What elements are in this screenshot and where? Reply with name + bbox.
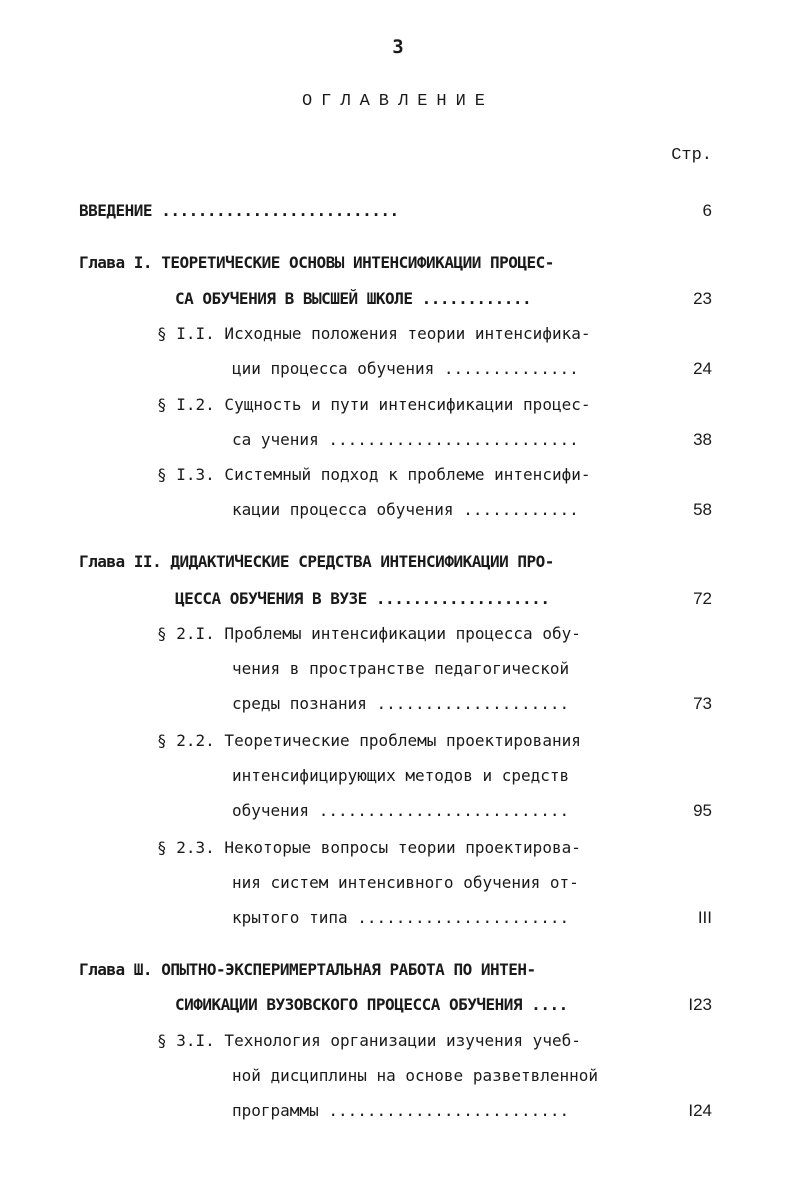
toc-page-number: 58 (693, 500, 712, 519)
toc-entry-text: § I.2. Сущность и пути интенсификации процес- (157, 395, 591, 414)
toc-chapter-2-line-1 (79, 549, 554, 575)
toc-entry-text: Глава Ш. ОПЫТНО-ЭКСПЕРИМЕРТАЛЬНАЯ РАБОТА ПО ИНТЕН- (79, 960, 536, 979)
toc-entry-intro (79, 198, 399, 224)
toc-section-2-2-line-2 (232, 763, 569, 789)
toc-page-number: III (697, 908, 712, 927)
page-column-label: Стр. (671, 146, 712, 165)
toc-section-2-2-line-1 (157, 728, 581, 754)
toc-section-2-3-line-2 (232, 870, 579, 896)
toc-entry-text: са учения .......................... (232, 430, 579, 449)
toc-entry-text: СА ОБУЧЕНИЯ В ВЫСШЕЙ ШКОЛЕ ............ (175, 289, 532, 308)
toc-entry-text: ния систем интенсивного обучения от- (232, 873, 579, 892)
toc-section-3-1-line-3 (232, 1098, 569, 1124)
toc-entry-text: ВВЕДЕНИЕ .......................... (79, 201, 399, 220)
toc-section-2-1-line-3 (232, 691, 569, 717)
toc-section-2-2-line-3 (232, 798, 569, 824)
toc-entry-text: ЦЕССА ОБУЧЕНИЯ В ВУЗЕ ................... (175, 589, 550, 608)
toc-section-1-2-line-1 (157, 392, 590, 418)
toc-entry-text: ции процесса обучения .............. (232, 359, 579, 378)
toc-entry-text: программы ......................... (232, 1101, 570, 1120)
toc-section-3-1-line-1 (157, 1028, 581, 1054)
toc-section-1-2-line-2 (232, 427, 579, 453)
page-title: ОГЛАВЛЕНИЕ (301, 92, 495, 111)
toc-section-1-1-line-1 (157, 321, 590, 347)
toc-page-number: 95 (693, 801, 712, 820)
toc-entry-text: § 2.I. Проблемы интенсификации процесса обу- (157, 624, 581, 643)
toc-chapter-1-line-2 (175, 286, 531, 312)
toc-page-number: 73 (693, 694, 712, 713)
toc-entry-text: § I.I. Исходные положения теории интенсифика- (157, 324, 591, 343)
toc-section-1-1-line-2 (232, 356, 579, 382)
toc-page-number: 38 (693, 430, 712, 449)
toc-section-3-1-line-2 (232, 1063, 598, 1089)
toc-entry-text: § 2.3. Некоторые вопросы теории проектирова- (157, 838, 581, 857)
toc-entry-text: среды познания .................... (232, 694, 570, 713)
toc-section-1-3-line-1 (157, 462, 590, 488)
toc-page-number: 72 (693, 589, 712, 608)
toc-entry-text: интенсифицирующих методов и средств (232, 766, 570, 785)
toc-entry-text: обучения .......................... (232, 801, 570, 820)
toc-chapter-3-line-1 (79, 957, 536, 983)
toc-section-2-3-line-3 (232, 905, 569, 931)
toc-entry-text: § 3.I. Технология организации изучения учеб- (157, 1031, 581, 1050)
toc-entry-text: Глава II. ДИДАКТИЧЕСКИЕ СРЕДСТВА ИНТЕНСИФИКАЦИИ ПРО- (79, 552, 554, 571)
toc-page-number: 6 (702, 201, 712, 220)
toc-entry-text: § 2.2. Теоретические проблемы проектирования (157, 731, 581, 750)
toc-entry-text: чения в пространстве педагогической (232, 659, 570, 678)
toc-section-2-1-line-2 (232, 656, 569, 682)
toc-entry-text: Глава I. ТЕОРЕТИЧЕСКИЕ ОСНОВЫ ИНТЕНСИФИКАЦИИ ПРОЦЕС- (79, 253, 554, 272)
toc-section-2-3-line-1 (157, 835, 581, 861)
toc-page-number: 24 (693, 359, 712, 378)
toc-entry-text: ной дисциплины на основе разветвленной (232, 1066, 599, 1085)
toc-page-number: 23 (693, 289, 712, 308)
toc-entry-text: кации процесса обучения ............ (232, 500, 579, 519)
toc-page-number: I23 (688, 995, 712, 1014)
toc-entry-text: крытого типа ...................... (232, 908, 570, 927)
toc-page-number: I24 (688, 1101, 712, 1120)
toc-section-2-1-line-1 (157, 621, 581, 647)
toc-entry-text: СИФИКАЦИИ ВУЗОВСКОГО ПРОЦЕССА ОБУЧЕНИЯ .... (175, 995, 568, 1014)
toc-entry-text: § I.3. Системный подход к проблеме интенсифи- (157, 465, 591, 484)
toc-chapter-3-line-2 (175, 992, 568, 1018)
toc-section-1-3-line-2 (232, 497, 579, 523)
toc-chapter-2-line-2 (175, 586, 549, 612)
toc-chapter-1-line-1 (79, 250, 554, 276)
page-number: 3 (392, 36, 404, 58)
